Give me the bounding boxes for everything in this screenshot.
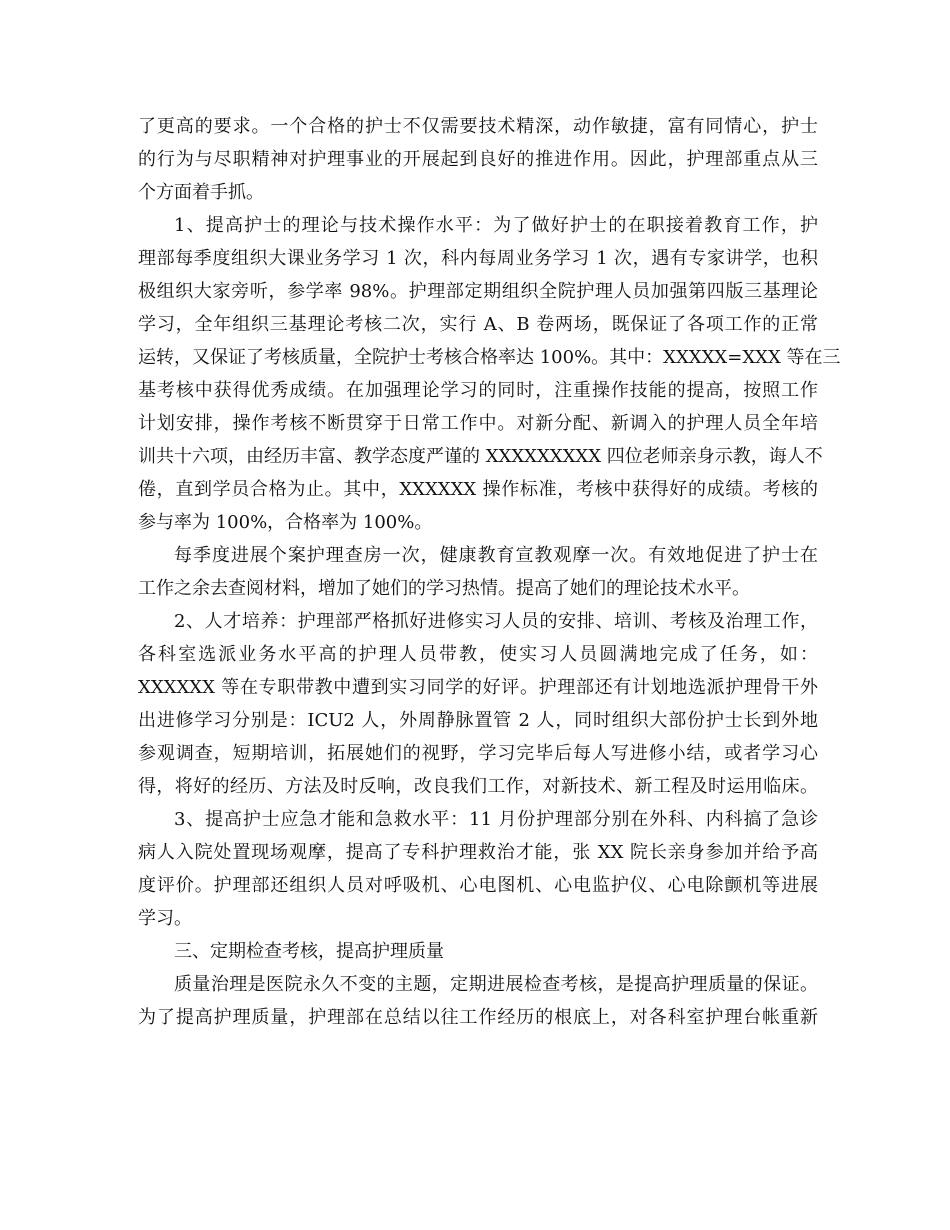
document-body [138,110,841,1034]
text-line: 得，将好的经历、方法及时反响，改良我们工作，对新技术、新工程及时运用临床。 [138,776,818,797]
text-line: 质量治理是医院永久不变的主题，定期进展检查考核，是提高护理质量的保证。 [174,974,818,995]
text-line: 基考核中获得优秀成绩。在加强理论学习的同时，注重操作技能的提高，按照工作 [138,380,818,401]
text-line: 度评价。护理部还组织人员对呼吸机、心电图机、心电监护仪、心电除颤机等进展 [138,875,818,896]
text-line: 学习。 [138,908,192,929]
text-line: 为了提高护理质量，护理部在总结以往工作经历的根底上，对各科室护理台帐重新 [138,1007,818,1028]
text-line: 极组织大家旁听，参学率 98%。护理部定期组织全院护理人员加强第四版三基理论 [138,281,818,302]
text-line: 参与率为 100%，合格率为 100%。 [138,512,433,533]
text-line: 参观调查，短期培训，拓展她们的视野，学习完毕后每人写进修小结，或者学习心 [138,743,818,764]
text-line: 学习，全年组织三基理论考核二次，实行 A、B 卷两场，既保证了各项工作的正常 [138,314,818,335]
text-line: 工作之余去查阅材料，增加了她们的学习热情。提高了她们的理论技术水平。 [138,578,750,599]
text-line: 每季度进展个案护理查房一次，健康教育宣教观摩一次。有效地促进了护士在 [174,545,818,566]
text-line: 个方面着手抓。 [138,182,264,203]
text-line: 2、人才培养：护理部严格抓好进修实习人员的安排、培训、考核及治理工作， [174,611,818,632]
text-line: 三、定期检查考核，提高护理质量 [174,941,444,962]
text-line: 病人入院处置现场观摩，提高了专科护理救治才能，张 XX 院长亲身参加并给予高 [138,842,818,863]
text-line: 1、提高护士的理论与技术操作水平：为了做好护士的在职接着教育工作，护 [174,215,818,236]
text-line: 训共十六项，由经历丰富、教学态度严谨的 XXXXXXXXX 四位老师亲身示教，诲人不 [138,446,823,467]
text-line: 倦，直到学员合格为止。其中，XXXXXX 操作标准，考核中获得好的成绩。考核的 [138,479,818,500]
text-line: 3、提高护士应急才能和急救水平：11 月份护理部分别在外科、内科搞了急诊 [174,809,818,830]
text-line: 计划安排，操作考核不断贯穿于日常工作中。对新分配、新调入的护理人员全年培 [138,413,818,434]
text-line: 各科室选派业务水平高的护理人员带教，使实习人员圆满地完成了任务，如： [138,644,818,665]
text-line: XXXXXX 等在专职带教中遭到实习同学的好评。护理部还有计划地选派护理骨干外 [138,677,818,698]
text-line: 运转，又保证了考核质量，全院护士考核合格率达 100%。其中：XXXXX=XXX 等在三 [138,347,841,368]
text-line: 理部每季度组织大课业务学习 1 次，科内每周业务学习 1 次，遇有专家讲学，也积 [138,248,818,269]
text-line: 的行为与尽职精神对护理事业的开展起到良好的推进作用。因此，护理部重点从三 [138,149,818,170]
text-line: 出进修学习分别是：ICU2 人，外周静脉置管 2 人，同时组织大部份护士长到外地 [138,710,818,731]
text-line: 了更高的要求。一个合格的护士不仅需要技术精深，动作敏捷，富有同情心，护士 [138,116,818,137]
